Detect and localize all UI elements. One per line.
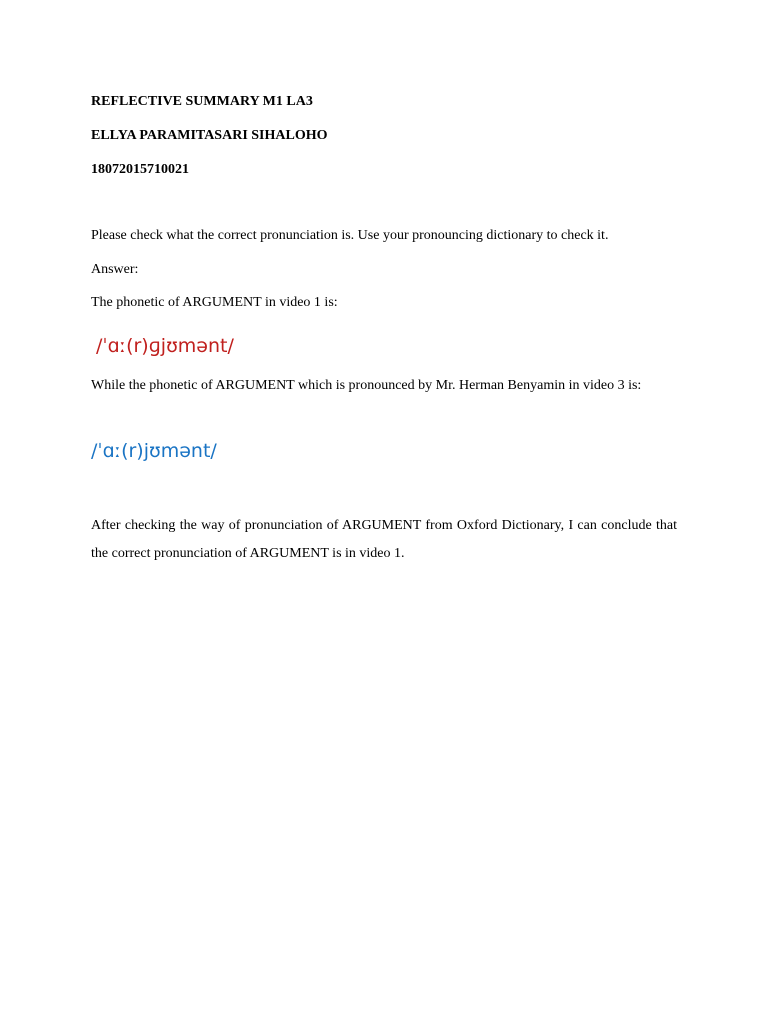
conclusion-paragraph: After checking the way of pronunciation of ARGUMENT from Oxford Dictionary, I can conclude that the correct pronunciation of ARGUMENT is in video 1.	[91, 518, 677, 561]
video1-intro: The phonetic of ARGUMENT in video 1 is:	[91, 295, 338, 310]
document-title: REFLECTIVE SUMMARY M1 LA3	[91, 94, 313, 109]
student-id: 18072015710021	[91, 162, 189, 177]
answer-label: Answer:	[91, 262, 139, 277]
instruction-text: Please check what the correct pronunciation is. Use your pronouncing dictionary to check it.	[91, 228, 609, 243]
author-name: ELLYA PARAMITASARI SIHALOHO	[91, 128, 328, 143]
video1-phonetic: /ˈɑː(r)ɡjʊmənt/	[96, 335, 234, 357]
video3-intro: While the phonetic of ARGUMENT which is pronounced by Mr. Herman Benyamin in video 3 is:	[91, 378, 642, 393]
video3-phonetic: /ˈɑː(r)jʊmənt/	[91, 440, 217, 462]
